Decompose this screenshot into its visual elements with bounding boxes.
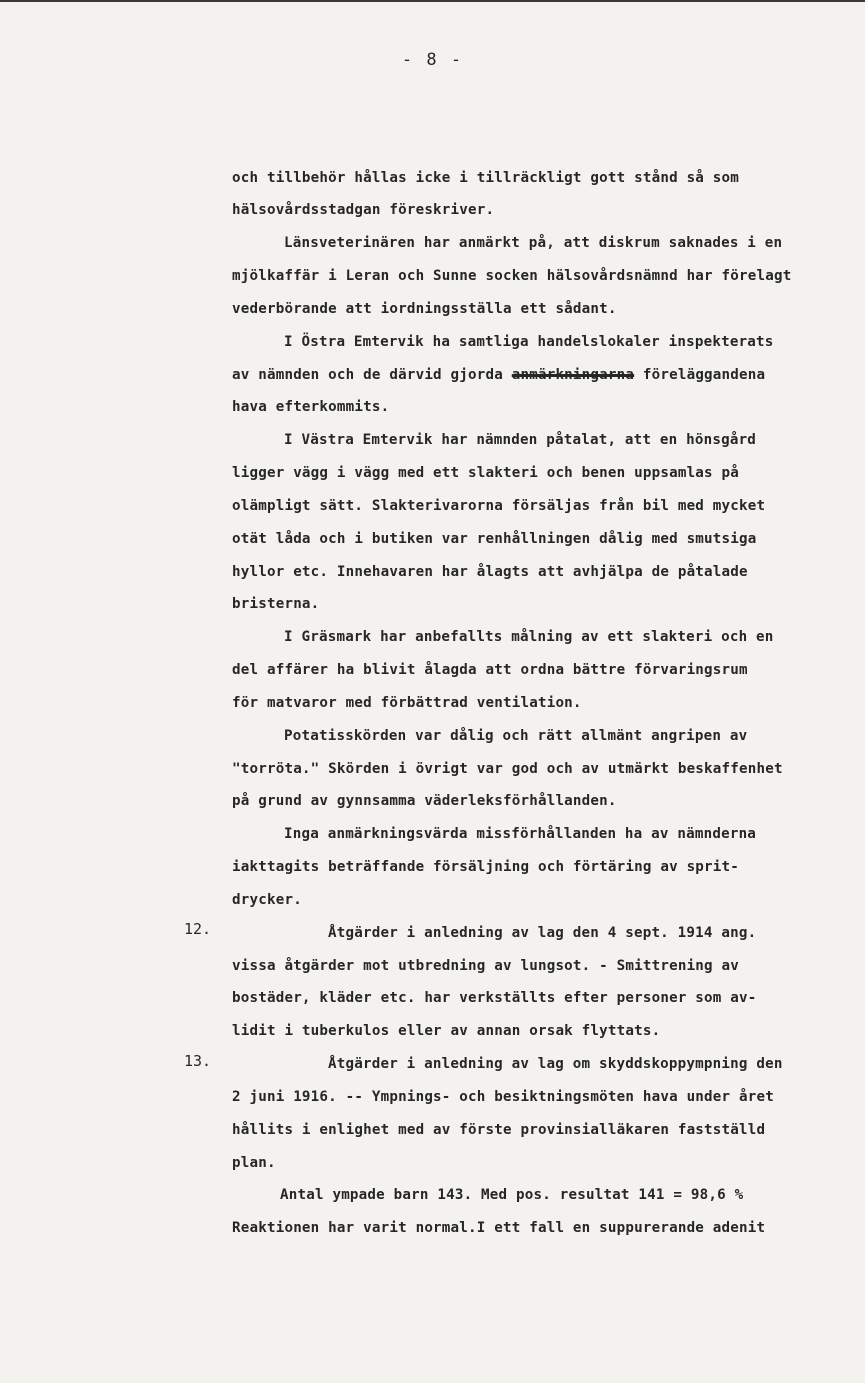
section-number: 13. — [184, 1052, 212, 1070]
text-line: 2 juni 1916. -- Ympnings- och besiktningsmöten hava under året — [232, 1089, 774, 1105]
text-line: Inga anmärkningsvärda missförhållanden ha av nämnderna — [284, 826, 757, 842]
text-line — [232, 366, 765, 384]
text-line: Åtgärder i anledning av lag om skyddskoppympning den — [328, 1056, 783, 1072]
text-line: lidit i tuberkulos eller av annan orsak flyttats. — [232, 1023, 661, 1039]
text-line: hälsovårdsstadgan föreskriver. — [232, 202, 495, 218]
text-line: ligger vägg i vägg med ett slakteri och benen uppsamlas på — [232, 465, 740, 481]
text-line: vissa åtgärder mot utbredning av lungsot. - Smittrening av — [232, 958, 740, 974]
struck-out-word: anmärkningarna — [511, 367, 635, 383]
text-line: hållits i enlighet med av förste provinsialläkaren fastställd — [232, 1122, 766, 1138]
text-line: "torröta." Skörden i övrigt var god och av utmärkt beskaffenhet — [232, 761, 783, 777]
text-line: Antal ympade barn 143. Med pos. resultat 141 = 98,6 % — [280, 1187, 744, 1203]
page-number: - 8 - — [401, 50, 464, 70]
text-line: hyllor etc. Innehavaren har ålagts att avhjälpa de påtalade — [232, 564, 748, 580]
text-line: Potatisskörden var dålig och rätt allmänt angripen av — [284, 728, 748, 744]
text-line: Länsveterinären har anmärkt på, att diskrum saknades i en — [284, 235, 783, 251]
text-line: hava efterkommits. — [232, 399, 390, 415]
text-line: plan. — [232, 1155, 276, 1171]
text-line: I Västra Emtervik har nämnden påtalat, att en hönsgård — [284, 432, 757, 448]
text-line: bristerna. — [232, 596, 320, 612]
text-line: otät låda och i butiken var renhållningen dålig med smutsiga — [232, 531, 757, 547]
text-line: vederbörande att iordningsställa ett sådant. — [232, 301, 617, 317]
text-line: del affärer ha blivit ålagda att ordna bättre förvaringsrum — [232, 662, 748, 678]
text-line: Reaktionen har varit normal.I ett fall en suppurerande adenit — [232, 1220, 766, 1236]
section-number: 12. — [184, 920, 212, 938]
text-line: I Gräsmark har anbefallts målning av ett slakteri och en — [284, 629, 774, 645]
text-line: på grund av gynnsamma väderleksförhållanden. — [232, 793, 617, 809]
text-segment: föreläggandena — [634, 367, 766, 383]
text-segment: av nämnden och de därvid gjorda — [232, 367, 512, 383]
text-line: Åtgärder i anledning av lag den 4 sept. 1914 ang. — [328, 925, 757, 941]
text-line: för matvaror med förbättrad ventilation. — [232, 695, 582, 711]
text-line: I Östra Emtervik ha samtliga handelslokaler inspekterats — [284, 334, 774, 350]
text-line: olämpligt sätt. Slakterivarorna försäljas från bil med mycket — [232, 498, 766, 514]
text-line: drycker. — [232, 892, 302, 908]
text-line: bostäder, kläder etc. har verkställts efter personer som av- — [232, 990, 757, 1006]
text-line: iakttagits beträffande försäljning och förtäring av sprit- — [232, 859, 740, 875]
text-line: mjölkaffär i Leran och Sunne socken hälsovårdsnämnd har förelagt — [232, 268, 792, 284]
text-line: och tillbehör hållas icke i tillräckligt gott stånd så som — [232, 170, 740, 186]
